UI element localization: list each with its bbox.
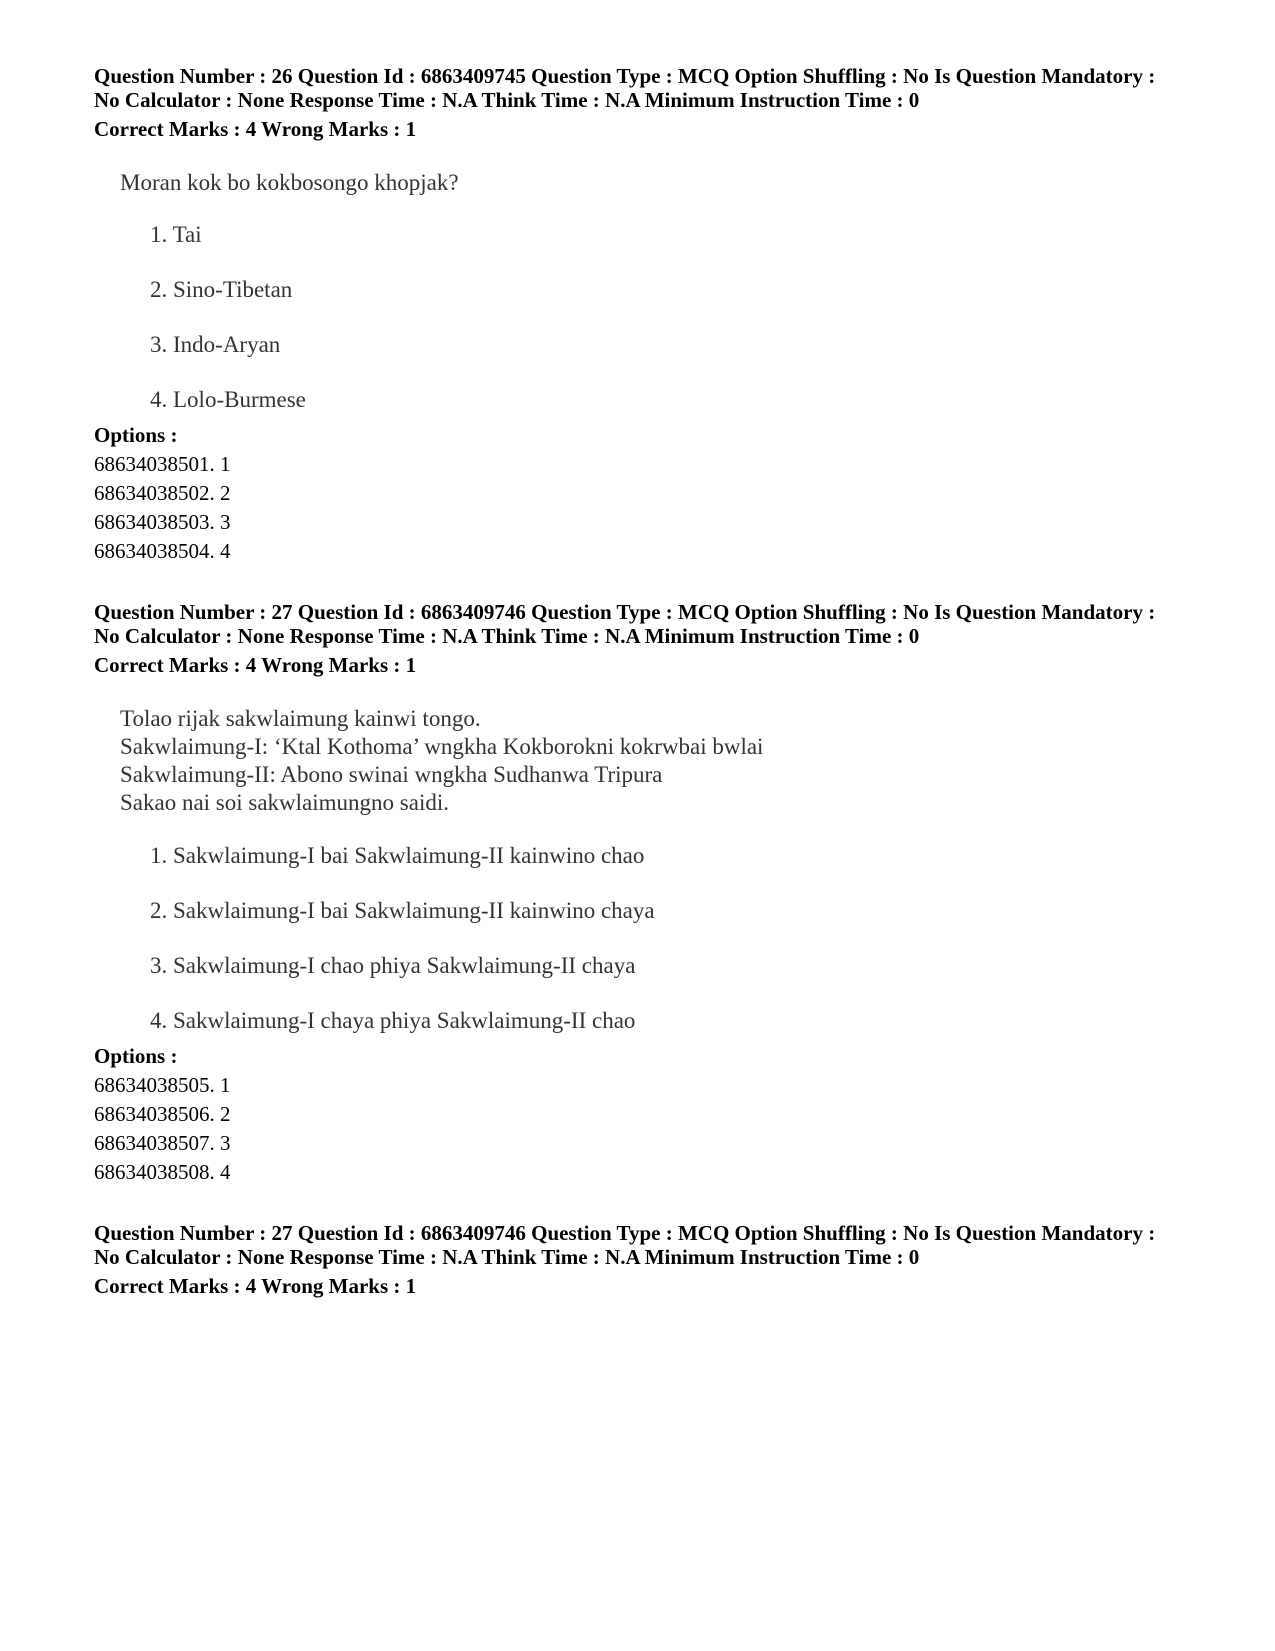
option-item: 68634038507. 3	[94, 1131, 231, 1155]
question-marks: Correct Marks : 4 Wrong Marks : 1	[94, 117, 417, 141]
choice-list	[120, 842, 1234, 1035]
question-stem: Moran kok bo kokbosongo khopjak?	[120, 170, 459, 195]
question-meta-line2: No Calculator : None Response Time : N.A Think Time : N.A Minimum Instruction Time : 0	[94, 624, 920, 648]
choice-item: 3. Indo-Aryan	[150, 332, 281, 357]
question-26-options	[94, 423, 1234, 566]
question-meta-line1: Question Number : 27 Question Id : 6863409746 Question Type : MCQ Option Shuffling : No Is Question Mandatory :	[94, 1221, 1156, 1245]
question-26-block	[94, 64, 1234, 414]
question-27-block	[94, 600, 1234, 1035]
question-instruction: Sakao nai soi sakwlaimungno saidi.	[120, 790, 449, 815]
option-item: 68634038504. 4	[94, 539, 231, 563]
option-item: 68634038506. 2	[94, 1102, 231, 1126]
question-body	[120, 169, 1234, 414]
choice-item: 2. Sino-Tibetan	[150, 277, 293, 302]
question-meta-line1: Question Number : 27 Question Id : 6863409746 Question Type : MCQ Option Shuffling : No Is Question Mandatory :	[94, 600, 1156, 624]
choice-item: 1. Tai	[150, 222, 202, 247]
options-heading: Options :	[94, 423, 178, 447]
question-27-options	[94, 1044, 1234, 1187]
question-marks: Correct Marks : 4 Wrong Marks : 1	[94, 653, 417, 677]
statement-two: Sakwlaimung-II: Abono swinai wngkha Sudhanwa Tripura	[120, 762, 663, 787]
choice-item: 3. Sakwlaimung-I chao phiya Sakwlaimung-II chaya	[150, 953, 636, 978]
choice-item: 4. Sakwlaimung-I chaya phiya Sakwlaimung-II chao	[150, 1008, 636, 1033]
question-27-repeat-block	[94, 1221, 1234, 1298]
question-meta-line2: No Calculator : None Response Time : N.A Think Time : N.A Minimum Instruction Time : 0	[94, 88, 920, 112]
choice-item: 4. Lolo-Burmese	[150, 387, 306, 412]
choice-list	[120, 221, 1234, 414]
choice-item: 2. Sakwlaimung-I bai Sakwlaimung-II kainwino chaya	[150, 898, 655, 923]
question-marks: Correct Marks : 4 Wrong Marks : 1	[94, 1274, 417, 1298]
question-meta-line1: Question Number : 26 Question Id : 6863409745 Question Type : MCQ Option Shuffling : No Is Question Mandatory :	[94, 64, 1156, 88]
option-item: 68634038503. 3	[94, 510, 231, 534]
options-heading: Options :	[94, 1044, 178, 1068]
statement-one: Sakwlaimung-I: ‘Ktal Kothoma’ wngkha Kokborokni kokrwbai bwlai	[120, 734, 764, 759]
question-meta-line2: No Calculator : None Response Time : N.A Think Time : N.A Minimum Instruction Time : 0	[94, 1245, 920, 1269]
question-stem-line: Tolao rijak sakwlaimung kainwi tongo.	[120, 706, 481, 731]
option-item: 68634038502. 2	[94, 481, 231, 505]
option-item: 68634038505. 1	[94, 1073, 231, 1097]
option-item: 68634038508. 4	[94, 1160, 231, 1184]
question-body	[120, 705, 1234, 1035]
choice-item: 1. Sakwlaimung-I bai Sakwlaimung-II kainwino chao	[150, 843, 645, 868]
option-item: 68634038501. 1	[94, 452, 231, 476]
